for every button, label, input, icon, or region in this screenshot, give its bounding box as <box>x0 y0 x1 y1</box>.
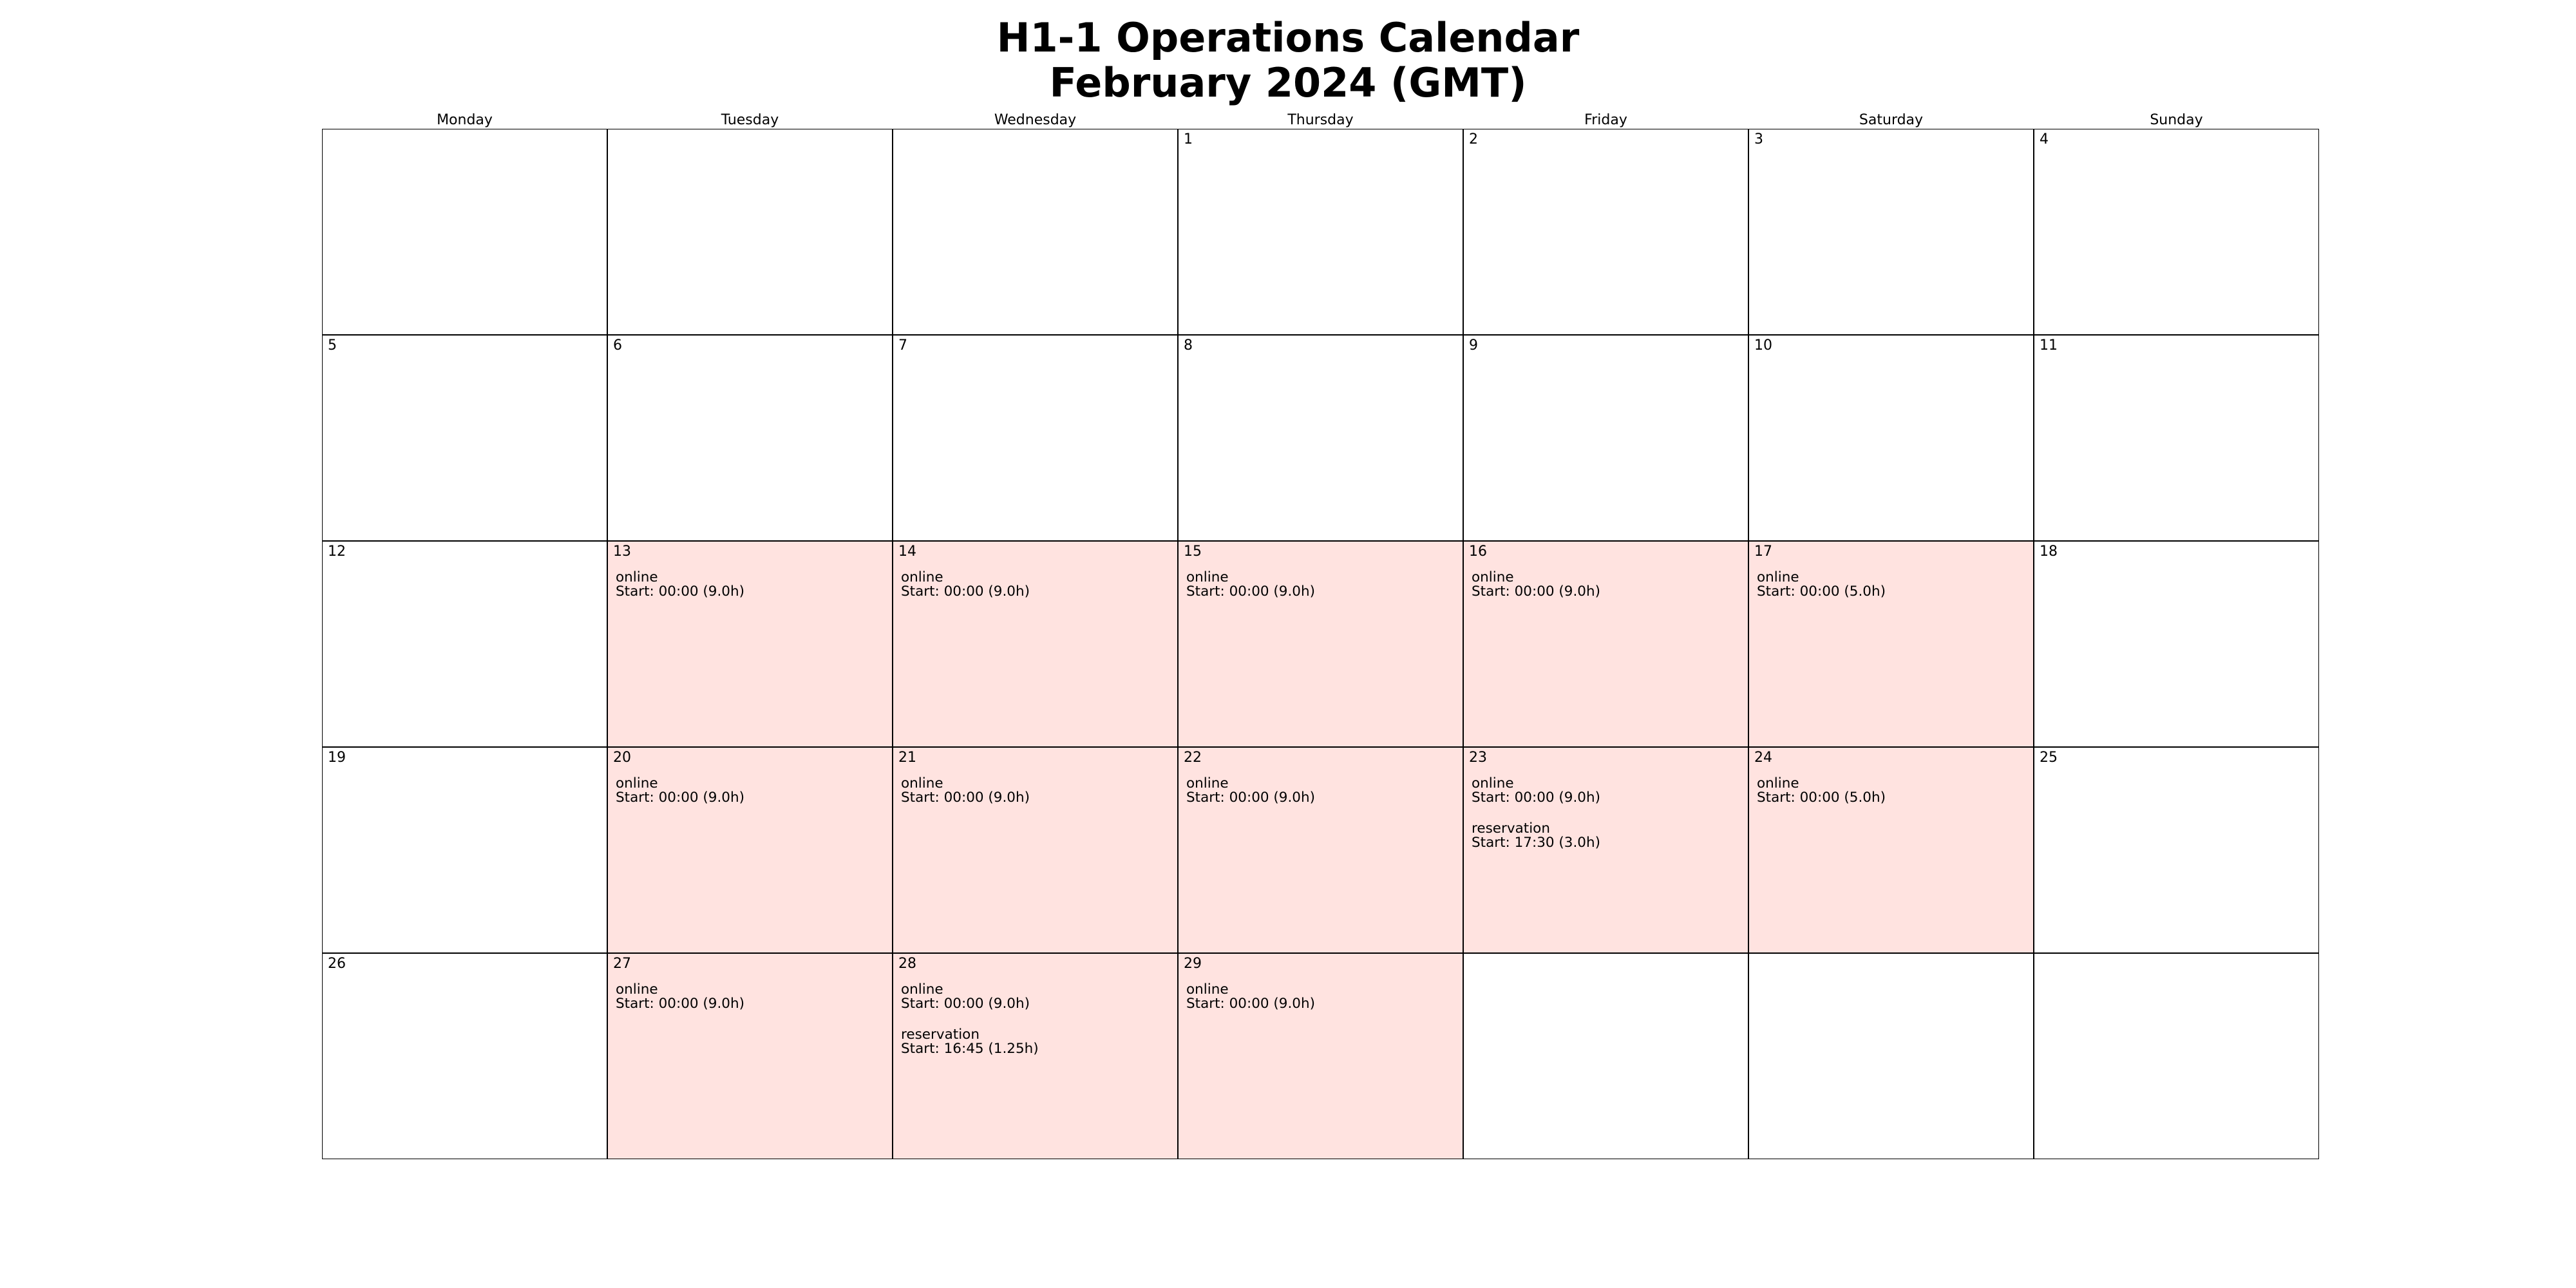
event-start-time: Start: 00:00 (5.0h) <box>1757 790 1886 806</box>
event-entry-reservation[interactable] <box>901 1028 1039 1056</box>
event-entry-online[interactable] <box>1757 777 1886 805</box>
event-type: online <box>901 775 943 791</box>
event-list <box>1472 571 1600 616</box>
event-start-time: Start: 00:00 (9.0h) <box>1186 996 1315 1012</box>
calendar-title <box>0 15 2576 106</box>
event-start-time: Start: 00:00 (9.0h) <box>616 790 744 806</box>
event-type: online <box>1472 569 1514 585</box>
day-number: 10 <box>1754 337 1772 354</box>
day-cell-18[interactable] <box>2034 541 2319 747</box>
event-entry-online[interactable] <box>1757 571 1886 599</box>
event-entry-online[interactable] <box>616 571 744 599</box>
event-list <box>1757 571 1886 616</box>
event-type: online <box>1757 569 1799 585</box>
event-start-time: Start: 00:00 (9.0h) <box>1472 790 1600 806</box>
event-type: online <box>901 981 943 998</box>
day-cell-12[interactable] <box>322 541 607 747</box>
day-cell-8[interactable] <box>1178 335 1463 541</box>
day-cell-25[interactable] <box>2034 747 2319 953</box>
day-number: 27 <box>613 956 631 972</box>
event-type: online <box>616 981 658 998</box>
event-type: reservation <box>1472 820 1550 837</box>
weekday-label-thursday: Thursday <box>1287 112 1354 128</box>
event-start-time: Start: 17:30 (3.0h) <box>1472 835 1600 851</box>
event-start-time: Start: 00:00 (9.0h) <box>1472 583 1600 600</box>
day-number: 15 <box>1184 544 1202 560</box>
weekday-label-saturday: Saturday <box>1859 112 1924 128</box>
event-list <box>616 571 744 616</box>
day-cell-5[interactable] <box>322 335 607 541</box>
empty-day-cell[interactable] <box>1748 953 2034 1159</box>
day-number: 24 <box>1754 750 1772 766</box>
weekday-label-friday: Friday <box>1584 112 1627 128</box>
day-cell-16[interactable] <box>1463 541 1748 747</box>
event-type: online <box>1757 775 1799 791</box>
day-number: 22 <box>1184 750 1202 766</box>
day-number: 16 <box>1469 544 1487 560</box>
day-cell-15[interactable] <box>1178 541 1463 747</box>
day-number: 6 <box>613 337 622 354</box>
day-cell-23[interactable] <box>1463 747 1748 953</box>
event-entry-online[interactable] <box>1472 777 1600 805</box>
event-list <box>1186 571 1315 616</box>
day-number: 19 <box>328 750 346 766</box>
event-list <box>901 777 1030 822</box>
event-list <box>901 571 1030 616</box>
event-start-time: Start: 00:00 (9.0h) <box>901 790 1030 806</box>
day-cell-29[interactable] <box>1178 953 1463 1159</box>
event-type: online <box>1472 775 1514 791</box>
event-start-time: Start: 00:00 (9.0h) <box>1186 790 1315 806</box>
day-number: 14 <box>898 544 916 560</box>
day-cell-2[interactable] <box>1463 129 1748 335</box>
event-start-time: Start: 00:00 (5.0h) <box>1757 583 1886 600</box>
day-cell-4[interactable] <box>2034 129 2319 335</box>
day-number: 25 <box>2040 750 2058 766</box>
event-start-time: Start: 16:45 (1.25h) <box>901 1041 1039 1057</box>
event-list <box>1472 777 1600 867</box>
event-list <box>616 983 744 1028</box>
event-type: online <box>1186 775 1229 791</box>
event-start-time: Start: 00:00 (9.0h) <box>901 996 1030 1012</box>
empty-day-cell[interactable] <box>2034 953 2319 1159</box>
day-number: 11 <box>2040 337 2058 354</box>
day-number: 21 <box>898 750 916 766</box>
day-cell-9[interactable] <box>1463 335 1748 541</box>
event-start-time: Start: 00:00 (9.0h) <box>616 583 744 600</box>
day-cell-10[interactable] <box>1748 335 2034 541</box>
event-list <box>1186 983 1315 1028</box>
day-cell-20[interactable] <box>607 747 893 953</box>
day-number: 2 <box>1469 131 1478 147</box>
day-number: 23 <box>1469 750 1487 766</box>
day-cell-28[interactable] <box>893 953 1178 1159</box>
day-cell-13[interactable] <box>607 541 893 747</box>
event-start-time: Start: 00:00 (9.0h) <box>1186 583 1315 600</box>
empty-day-cell[interactable] <box>607 129 893 335</box>
day-number: 12 <box>328 544 346 560</box>
day-number: 18 <box>2040 544 2058 560</box>
day-cell-17[interactable] <box>1748 541 2034 747</box>
event-type: reservation <box>901 1027 980 1043</box>
day-cell-1[interactable] <box>1178 129 1463 335</box>
empty-day-cell[interactable] <box>1463 953 1748 1159</box>
day-cell-19[interactable] <box>322 747 607 953</box>
event-start-time: Start: 00:00 (9.0h) <box>901 583 1030 600</box>
day-cell-6[interactable] <box>607 335 893 541</box>
day-number: 28 <box>898 956 916 972</box>
event-start-time: Start: 00:00 (9.0h) <box>616 996 744 1012</box>
day-cell-7[interactable] <box>893 335 1178 541</box>
event-type: online <box>616 775 658 791</box>
event-type: online <box>901 569 943 585</box>
day-cell-3[interactable] <box>1748 129 2034 335</box>
empty-day-cell[interactable] <box>893 129 1178 335</box>
weekday-label-monday: Monday <box>437 112 493 128</box>
event-entry-online[interactable] <box>616 777 744 805</box>
day-number: 4 <box>2040 131 2049 147</box>
day-cell-14[interactable] <box>893 541 1178 747</box>
event-type: online <box>1186 981 1229 998</box>
day-number: 3 <box>1754 131 1763 147</box>
event-list <box>616 777 744 822</box>
day-cell-26[interactable] <box>322 953 607 1159</box>
event-type: online <box>1186 569 1229 585</box>
day-cell-11[interactable] <box>2034 335 2319 541</box>
event-entry-online[interactable] <box>1472 571 1600 599</box>
day-number: 29 <box>1184 956 1202 972</box>
day-number: 20 <box>613 750 631 766</box>
day-number: 26 <box>328 956 346 972</box>
day-cell-21[interactable] <box>893 747 1178 953</box>
event-entry-online[interactable] <box>1186 983 1315 1011</box>
day-cell-27[interactable] <box>607 953 893 1159</box>
event-entry-online[interactable] <box>1186 777 1315 805</box>
weekday-label-wednesday: Wednesday <box>994 112 1077 128</box>
weekday-label-sunday: Sunday <box>2150 112 2203 128</box>
day-number: 8 <box>1184 337 1193 354</box>
event-entry-online[interactable] <box>901 571 1030 599</box>
event-entry-online[interactable] <box>1186 571 1315 599</box>
event-list <box>1757 777 1886 822</box>
day-number: 13 <box>613 544 631 560</box>
event-type: online <box>616 569 658 585</box>
day-number: 7 <box>898 337 907 354</box>
event-entry-online[interactable] <box>901 983 1039 1011</box>
day-number: 5 <box>328 337 337 354</box>
calendar-title-line2: February 2024 (GMT) <box>1049 59 1527 106</box>
event-list <box>901 983 1039 1073</box>
day-number: 17 <box>1754 544 1772 560</box>
event-entry-online[interactable] <box>901 777 1030 805</box>
event-entry-online[interactable] <box>616 983 744 1011</box>
day-number: 9 <box>1469 337 1478 354</box>
empty-day-cell[interactable] <box>322 129 607 335</box>
day-cell-22[interactable] <box>1178 747 1463 953</box>
weekday-label-tuesday: Tuesday <box>721 112 779 128</box>
day-cell-24[interactable] <box>1748 747 2034 953</box>
event-entry-reservation[interactable] <box>1472 822 1600 850</box>
event-list <box>1186 777 1315 822</box>
day-number: 1 <box>1184 131 1193 147</box>
calendar-title-line1: H1-1 Operations Calendar <box>996 14 1580 61</box>
